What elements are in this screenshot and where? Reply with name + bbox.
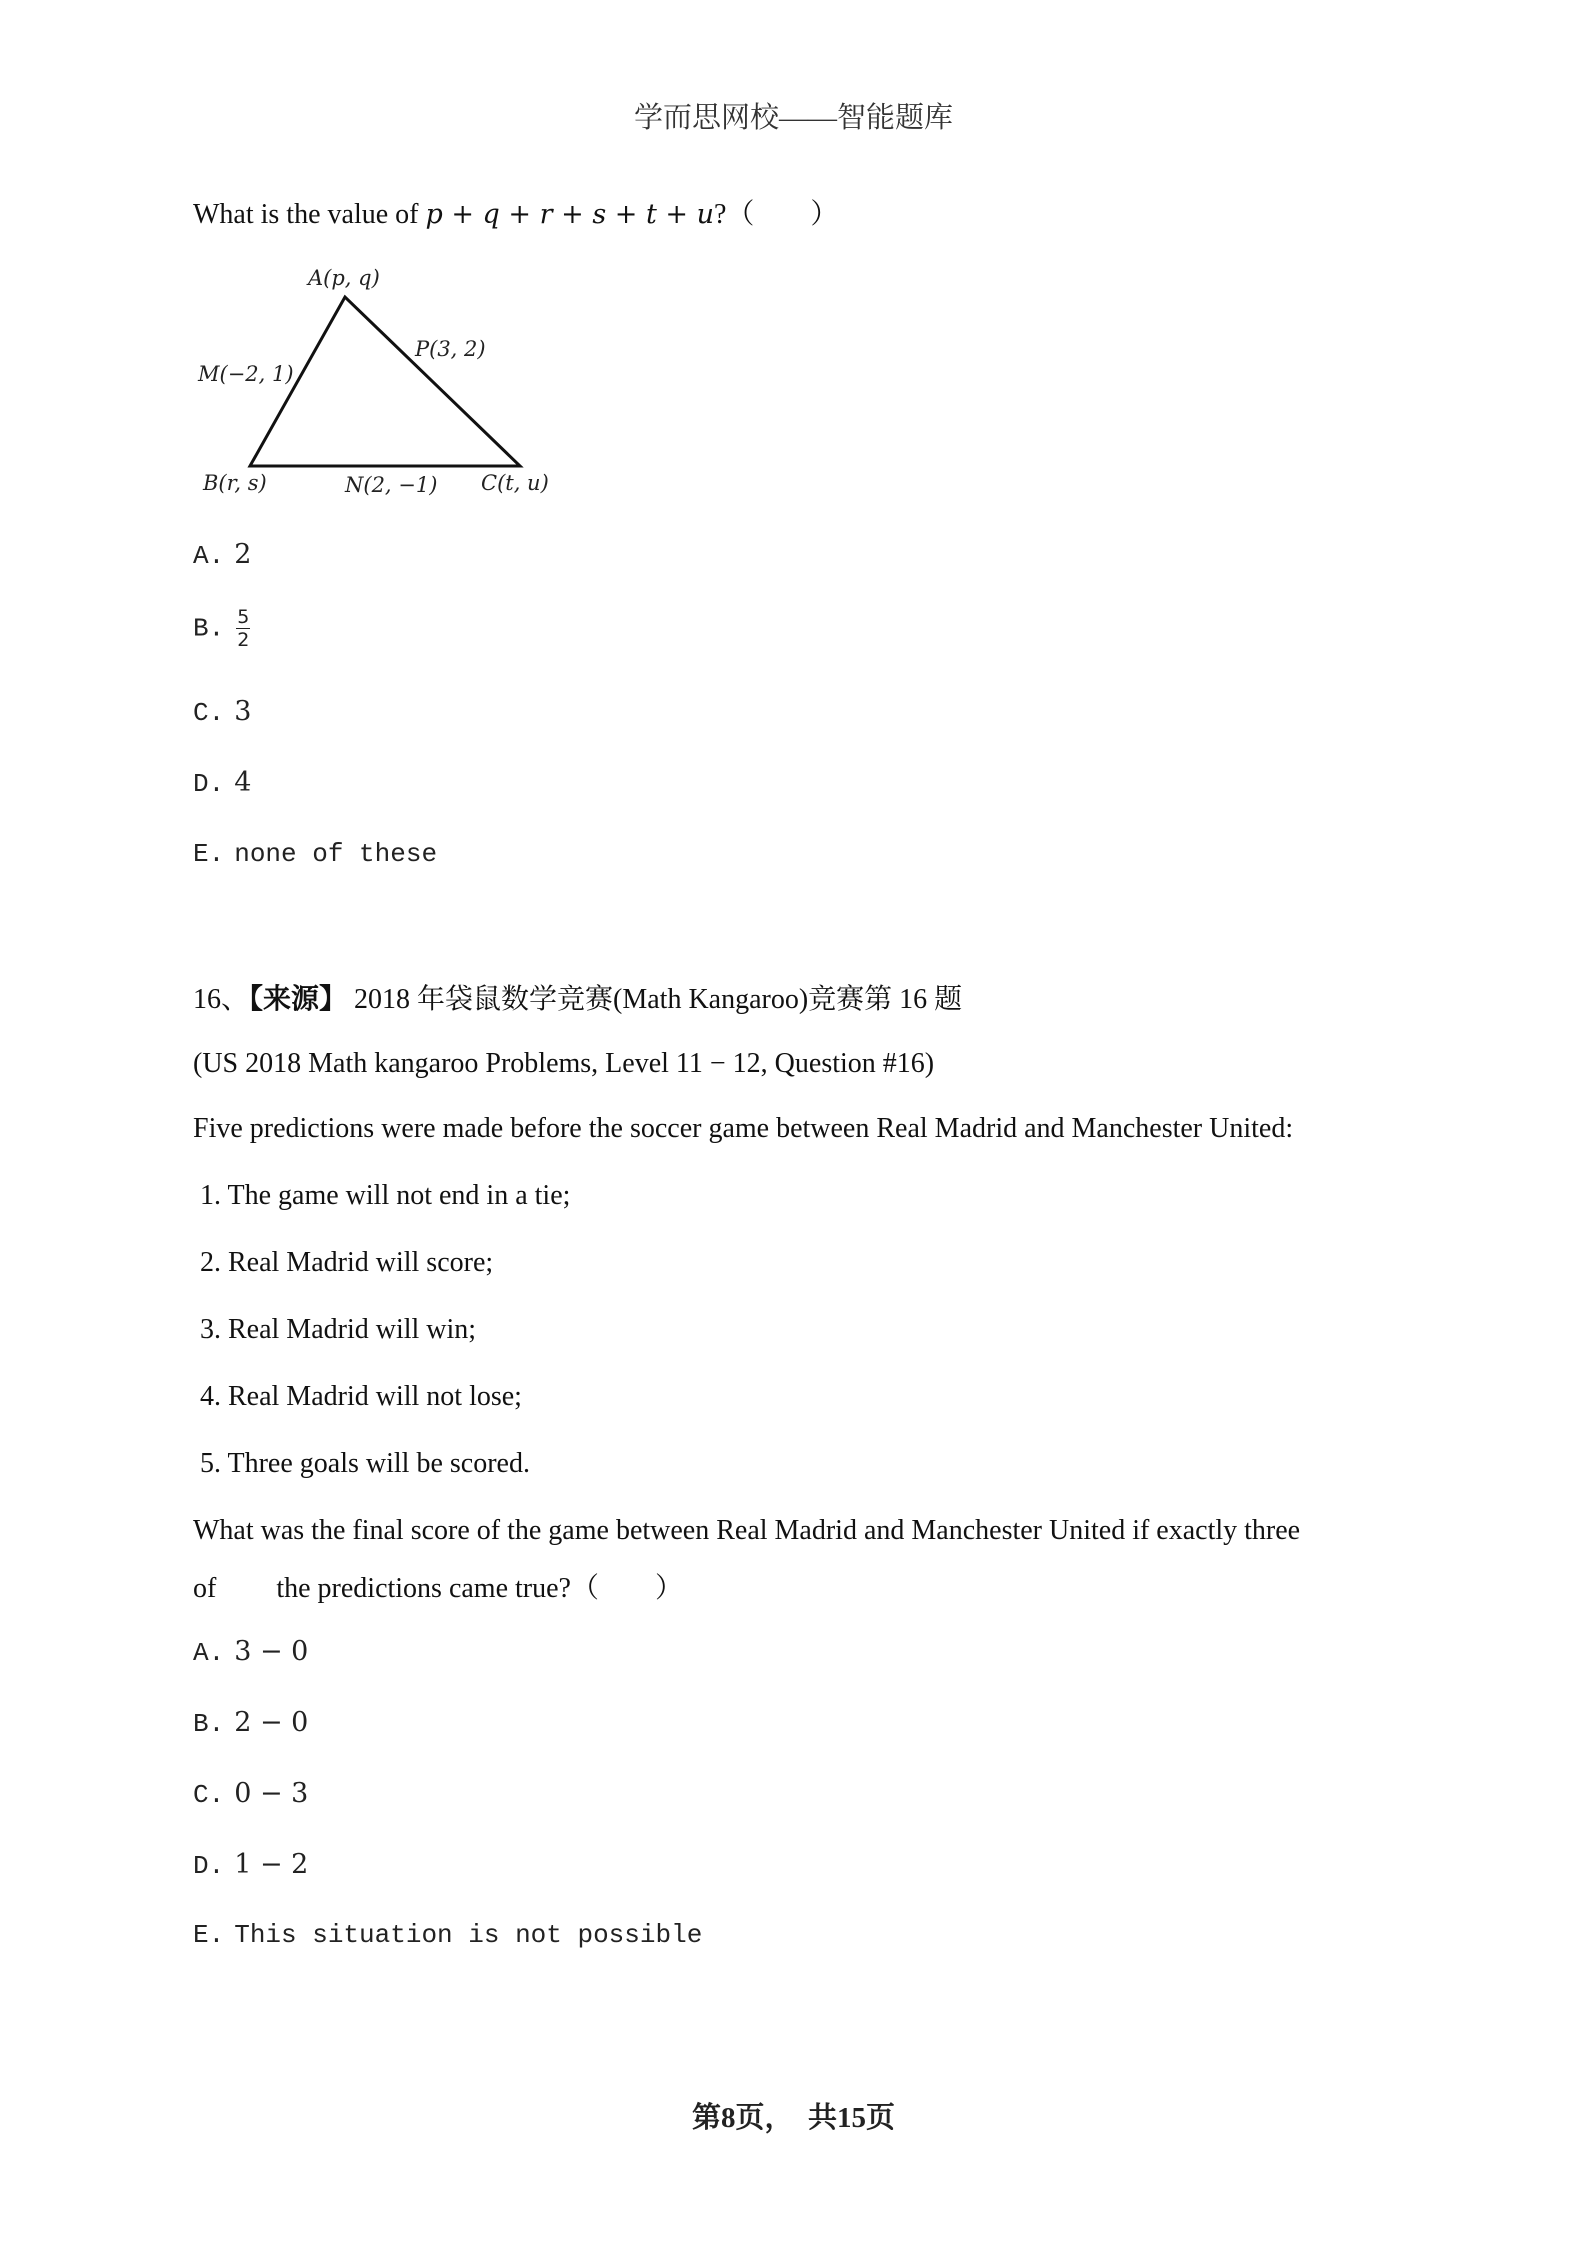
source-tag: 【来源】 [249, 984, 348, 1015]
option-letter: A. [193, 541, 225, 571]
option-value: 3 − 0 [234, 1636, 309, 1667]
option-value: 1 − 2 [234, 1849, 309, 1880]
question-16-prompt-line1: What was the final score of the game between Real Madrid and Manchester United if exactly three [193, 1515, 1301, 1546]
option-letter: D. [193, 769, 225, 799]
q16-option-e[interactable] [193, 1920, 702, 1950]
option-value: 2 [234, 539, 252, 570]
option-value: This situation is not possible [234, 1920, 703, 1950]
q15-option-a[interactable] [193, 539, 251, 571]
label-n: N(2, −1) [345, 473, 438, 497]
q16-option-d[interactable] [193, 1849, 308, 1881]
prompt-rest: the predictions came true?（ ） [276, 1573, 683, 1604]
label-b: B(r, s) [203, 471, 267, 495]
triangle-figure [190, 255, 570, 505]
prediction-item: 2. Real Madrid will score; [200, 1247, 494, 1278]
stem-prefix: What is the value of [193, 199, 426, 230]
q15-option-e[interactable] [193, 839, 437, 869]
stem-math: p + q + r + s + t + u [425, 199, 714, 230]
q15-option-c[interactable] [193, 696, 251, 728]
source-text: 2018 年袋鼠数学竞赛(Math Kangaroo)竞赛第 16 题 [354, 984, 963, 1015]
prediction-item: 5. Three goals will be scored. [200, 1448, 530, 1479]
stem-suffix: ?（ ） [714, 199, 839, 230]
question-number: 16、 [193, 984, 250, 1015]
option-value: 0 − 3 [234, 1778, 309, 1809]
prediction-item: 3. Real Madrid will win; [200, 1314, 477, 1345]
q16-option-c[interactable] [193, 1778, 308, 1810]
option-letter: E. [193, 839, 225, 869]
q16-option-a[interactable] [193, 1636, 308, 1668]
q15-option-b[interactable] [193, 606, 250, 651]
page-header: 学而思网校——智能题库 [633, 102, 953, 134]
option-value: none of these [234, 839, 438, 869]
question-16-source [193, 977, 962, 1017]
page-footer: 第8页， 共15页 [691, 2102, 895, 2134]
label-p: P(3, 2) [415, 337, 486, 361]
q15-option-d[interactable] [193, 767, 251, 799]
option-letter: B. [193, 613, 225, 644]
prompt-of: of [193, 1573, 217, 1604]
label-a: A(p, q) [308, 266, 380, 290]
label-c: C(t, u) [481, 471, 549, 495]
option-letter: B. [193, 1709, 225, 1739]
question-16-prompt-line2 [193, 1566, 683, 1606]
option-letter: C. [193, 698, 225, 728]
q16-option-b[interactable] [193, 1707, 308, 1739]
fraction-denominator: 2 [237, 629, 250, 651]
label-m: M(−2, 1) [198, 362, 294, 386]
option-letter: E. [193, 1920, 225, 1950]
question-15-stem [193, 192, 838, 232]
option-value: 4 [234, 767, 252, 798]
option-letter: A. [193, 1638, 225, 1668]
option-letter: D. [193, 1851, 225, 1881]
option-value: 3 [234, 696, 252, 727]
fraction-five-halves [236, 606, 250, 651]
prediction-item: 4. Real Madrid will not lose; [200, 1381, 522, 1412]
fraction-numerator: 5 [237, 606, 250, 628]
option-letter: C. [193, 1780, 225, 1810]
question-16-subtitle: (US 2018 Math kangaroo Problems, Level 11 − 12, Question #16) [193, 1048, 935, 1079]
prediction-item: 1. The game will not end in a tie; [200, 1180, 571, 1211]
question-16-intro: Five predictions were made before the soccer game between Real Madrid and Manchester United: [193, 1113, 1294, 1144]
option-value: 2 − 0 [234, 1707, 309, 1738]
